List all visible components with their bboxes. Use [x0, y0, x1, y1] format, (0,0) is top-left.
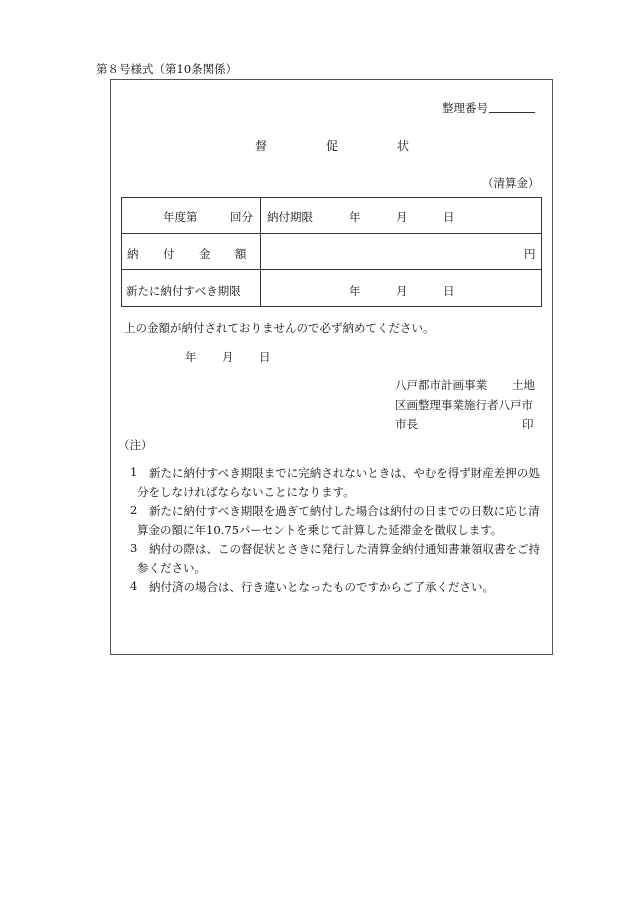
note-number: 3	[130, 541, 138, 555]
amount-unit: 円	[524, 247, 536, 261]
issuer-title: 市長	[395, 417, 418, 431]
note-number: 4	[130, 579, 138, 593]
table-column-divider	[260, 198, 261, 306]
new-deadline-day: 日	[443, 284, 455, 298]
seal-mark: 印	[522, 417, 534, 431]
payment-table	[121, 197, 542, 307]
note-text: 算金の額に年10.75パーセントを乗じて計算した延滞金を徴収します。	[137, 523, 503, 537]
note-text: 納付済の場合は、行き違いとなったものですからご了承ください。	[149, 580, 494, 594]
document-title-char: 促	[326, 139, 339, 153]
amount-label-char: 額	[235, 247, 247, 261]
deadline-day: 日	[443, 210, 455, 224]
deadline-month: 月	[396, 210, 408, 224]
fiscal-year-label: 年度第	[163, 210, 198, 224]
new-deadline-label: 新たに納付すべき期限	[126, 284, 241, 298]
amount-label-char: 納	[127, 247, 139, 261]
deadline-label: 納付期限	[267, 210, 313, 224]
note-text: 新たに納付すべき期限までに完納されないときは、やむを得ず財産差押の処	[149, 466, 540, 480]
subject-label: （清算金）	[482, 176, 540, 190]
issuer-line-1-end: 土地	[512, 378, 535, 392]
table-row-divider	[122, 233, 541, 234]
notes-heading: （注）	[118, 438, 153, 452]
document-title-char: 督	[255, 139, 268, 153]
note-text: 参ください。	[137, 561, 206, 575]
notice-text: 上の金額が納付されておりませんので必ず納めてください。	[124, 321, 435, 335]
note-text: 新たに納付すべき期限を過ぎて納付した場合は納付の日までの日数に応じ清	[149, 504, 540, 518]
table-row-divider	[122, 269, 541, 270]
issue-date-day: 日	[259, 350, 271, 364]
installment-label: 回分	[230, 210, 253, 224]
reference-number-label: 整理番号	[442, 101, 488, 115]
new-deadline-year: 年	[349, 284, 361, 298]
amount-label-char: 金	[199, 247, 211, 261]
issuer-line-2: 区画整理事業施行者八戸市	[395, 398, 533, 412]
amount-label-char: 付	[163, 247, 175, 261]
note-text: 納付の際は、この督促状とさきに発行した清算金納付通知書兼領収書をご持	[149, 542, 540, 556]
deadline-year: 年	[349, 210, 361, 224]
new-deadline-month: 月	[396, 284, 408, 298]
note-text: 分をしなければならないことになります。	[137, 485, 355, 499]
reference-number-blank	[489, 112, 535, 113]
issuer-line-1: 八戸都市計画事業	[395, 378, 487, 392]
issue-date-month: 月	[222, 350, 234, 364]
form-title: 第８号様式（第10条関係）	[96, 62, 238, 76]
issue-date-year: 年	[185, 350, 197, 364]
note-number: 2	[130, 503, 138, 517]
document-title-char: 状	[397, 139, 410, 153]
note-number: 1	[130, 465, 138, 479]
